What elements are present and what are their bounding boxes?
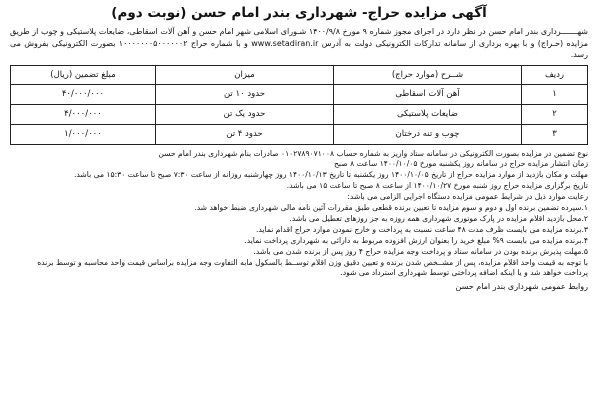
header-deposit: مبلغ تضمین (ریال) <box>11 65 156 84</box>
item-description: ضایعات پلاستیکی <box>333 104 521 124</box>
note-line: با توجه به قیمت واحد اقلام مزایده، پس از مشــخص شدن برنده و تعیین دقیق وزن اقلام توســط بالسکول مابه التفاوت وجه مزایده براساس قیمت واحد محاسبه و توسط برنده <box>37 257 588 267</box>
note-line: زمان انتشار مزایده حراج در سامانه روز یکشنبه مورخ ۱۴۰۰/۱۰/۰۵ ساعت ۸ صبح <box>334 159 588 169</box>
row-number: ۲ <box>522 104 588 124</box>
item-deposit: ۱/۰۰۰/۰۰۰ <box>11 124 156 144</box>
item-quantity: حدود ۴ تن <box>155 124 333 144</box>
note-line: ۳.برنده مزایده می بایست ظرف مدت ۴۸ ساعت نسبت به پرداخت و خارج نمودن موارد حراج اقدام نماید. <box>256 224 588 234</box>
item-quantity: حدود ۱۰ تن <box>155 84 333 104</box>
note-line: ۱.سپرده تضمین برنده اول و دوم و سوم مزایده تا تعیین برنده قطعی طبق مقررات آئین نامه مالی شهرداری ضبط خواهد شد. <box>194 203 588 213</box>
item-deposit: ۴۰/۰۰۰/۰۰۰ <box>11 84 156 104</box>
note-line: پرداخت خواهد شد و یا اینکه اضافه پرداختی توسط شهرداری استرداد می شود. <box>340 268 588 278</box>
public-relations-signature: روابط عمومی شهرداری بندر امام حسن <box>455 282 588 292</box>
notice-title: آگهی مزایده حراج- شهرداری بندر امام حسن (نوبت دوم) <box>111 5 487 21</box>
note-line: ۵.مهلت پذیرش برنده بودن در سامانه ستاد و پرداخت وجه مزایده حراج ۴ روز پس از برنده شدن می باشد. <box>253 246 588 256</box>
table-row <box>11 84 588 104</box>
item-deposit: ۴/۰۰۰/۰۰۰ <box>11 104 156 124</box>
auction-items-table <box>10 65 588 145</box>
table-header-row <box>11 65 588 84</box>
note-line: مهلت و مکان بازدید از موارد مزایده حراج از تاریخ ۱۴۰۰/۱۰/۰۵ روز یکشنبه تا تاریخ ۱۴۰۰/۱۰/۱۳ روز چهارشنبه روزانه از ساعت ۷:۳۰ صبح تا ساعت ۱۵:۳۰ می باشد. <box>74 170 588 180</box>
note-line: ۴.برنده مزایده می بایست ۹% مبلغ خرید را بعنوان ارزش افزوده مربوط به دارائی به شهرداری پرداخت نماید. <box>244 235 588 245</box>
note-line: ۲.محل بازدید اقلام مزایده در پارک موتوری شهرداری همه روزه به جز روزهای تعطیل می باشد. <box>289 213 588 223</box>
item-description: آهن آلات اسقاطی <box>333 84 521 104</box>
note-line: تاریخ برگزاری مزایده حراج روز شنبه مورخ ۱۴۰۰/۱۰/۲۷ از ساعت ۸ صبح تا ساعت ۱۵ می باشد. <box>286 181 588 191</box>
table-row <box>11 104 588 124</box>
row-number: ۳ <box>522 124 588 144</box>
notice-conditions <box>10 149 588 280</box>
note-line: رعایت موارد ذیل در شرایط عمومی مزایده دستگاه اجرایی الزامی می باشد: <box>347 192 588 202</box>
header-row-number: ردیف <box>522 65 588 84</box>
notice-intro: شهـــــــرداری بندر امام حسن در نظر دارد در اجرای مجوز شماره ۹ مورخ ۱۴۰۰/۹/۸ شـورای اسلامی شهر امام حسن و آهن آلات اسقاطی، ضایعات پلاستیکی و چوب از طریق مزایده (حـراج) و با بهره برداری از سامانه تدارکات الکترونیکی دولت به آدرس www.setadiran.ir و با شماره حراج ۱۰۰۰۰۰۰۰۵۰۰۰۰۰۰۲ بصورت الکترونیکی بفروش می رسد. <box>10 27 589 59</box>
header-quantity: میزان <box>155 65 333 84</box>
note-line: نوع تضمین در مزایده بصورت الکترونیکی در سامانه ستاد واریز به شماره حساب ۰۱۰۲۷۸۹۰۷۱۰۰۸ صادرات بنام شهرداری بندر امام حسن <box>158 148 588 158</box>
item-description: چوب و تنه درختان <box>333 124 521 144</box>
item-quantity: حدود یک تن <box>155 104 333 124</box>
table-row <box>11 124 588 144</box>
header-item: شــرح (موارد حراج) <box>333 65 521 84</box>
row-number: ۱ <box>522 84 588 104</box>
